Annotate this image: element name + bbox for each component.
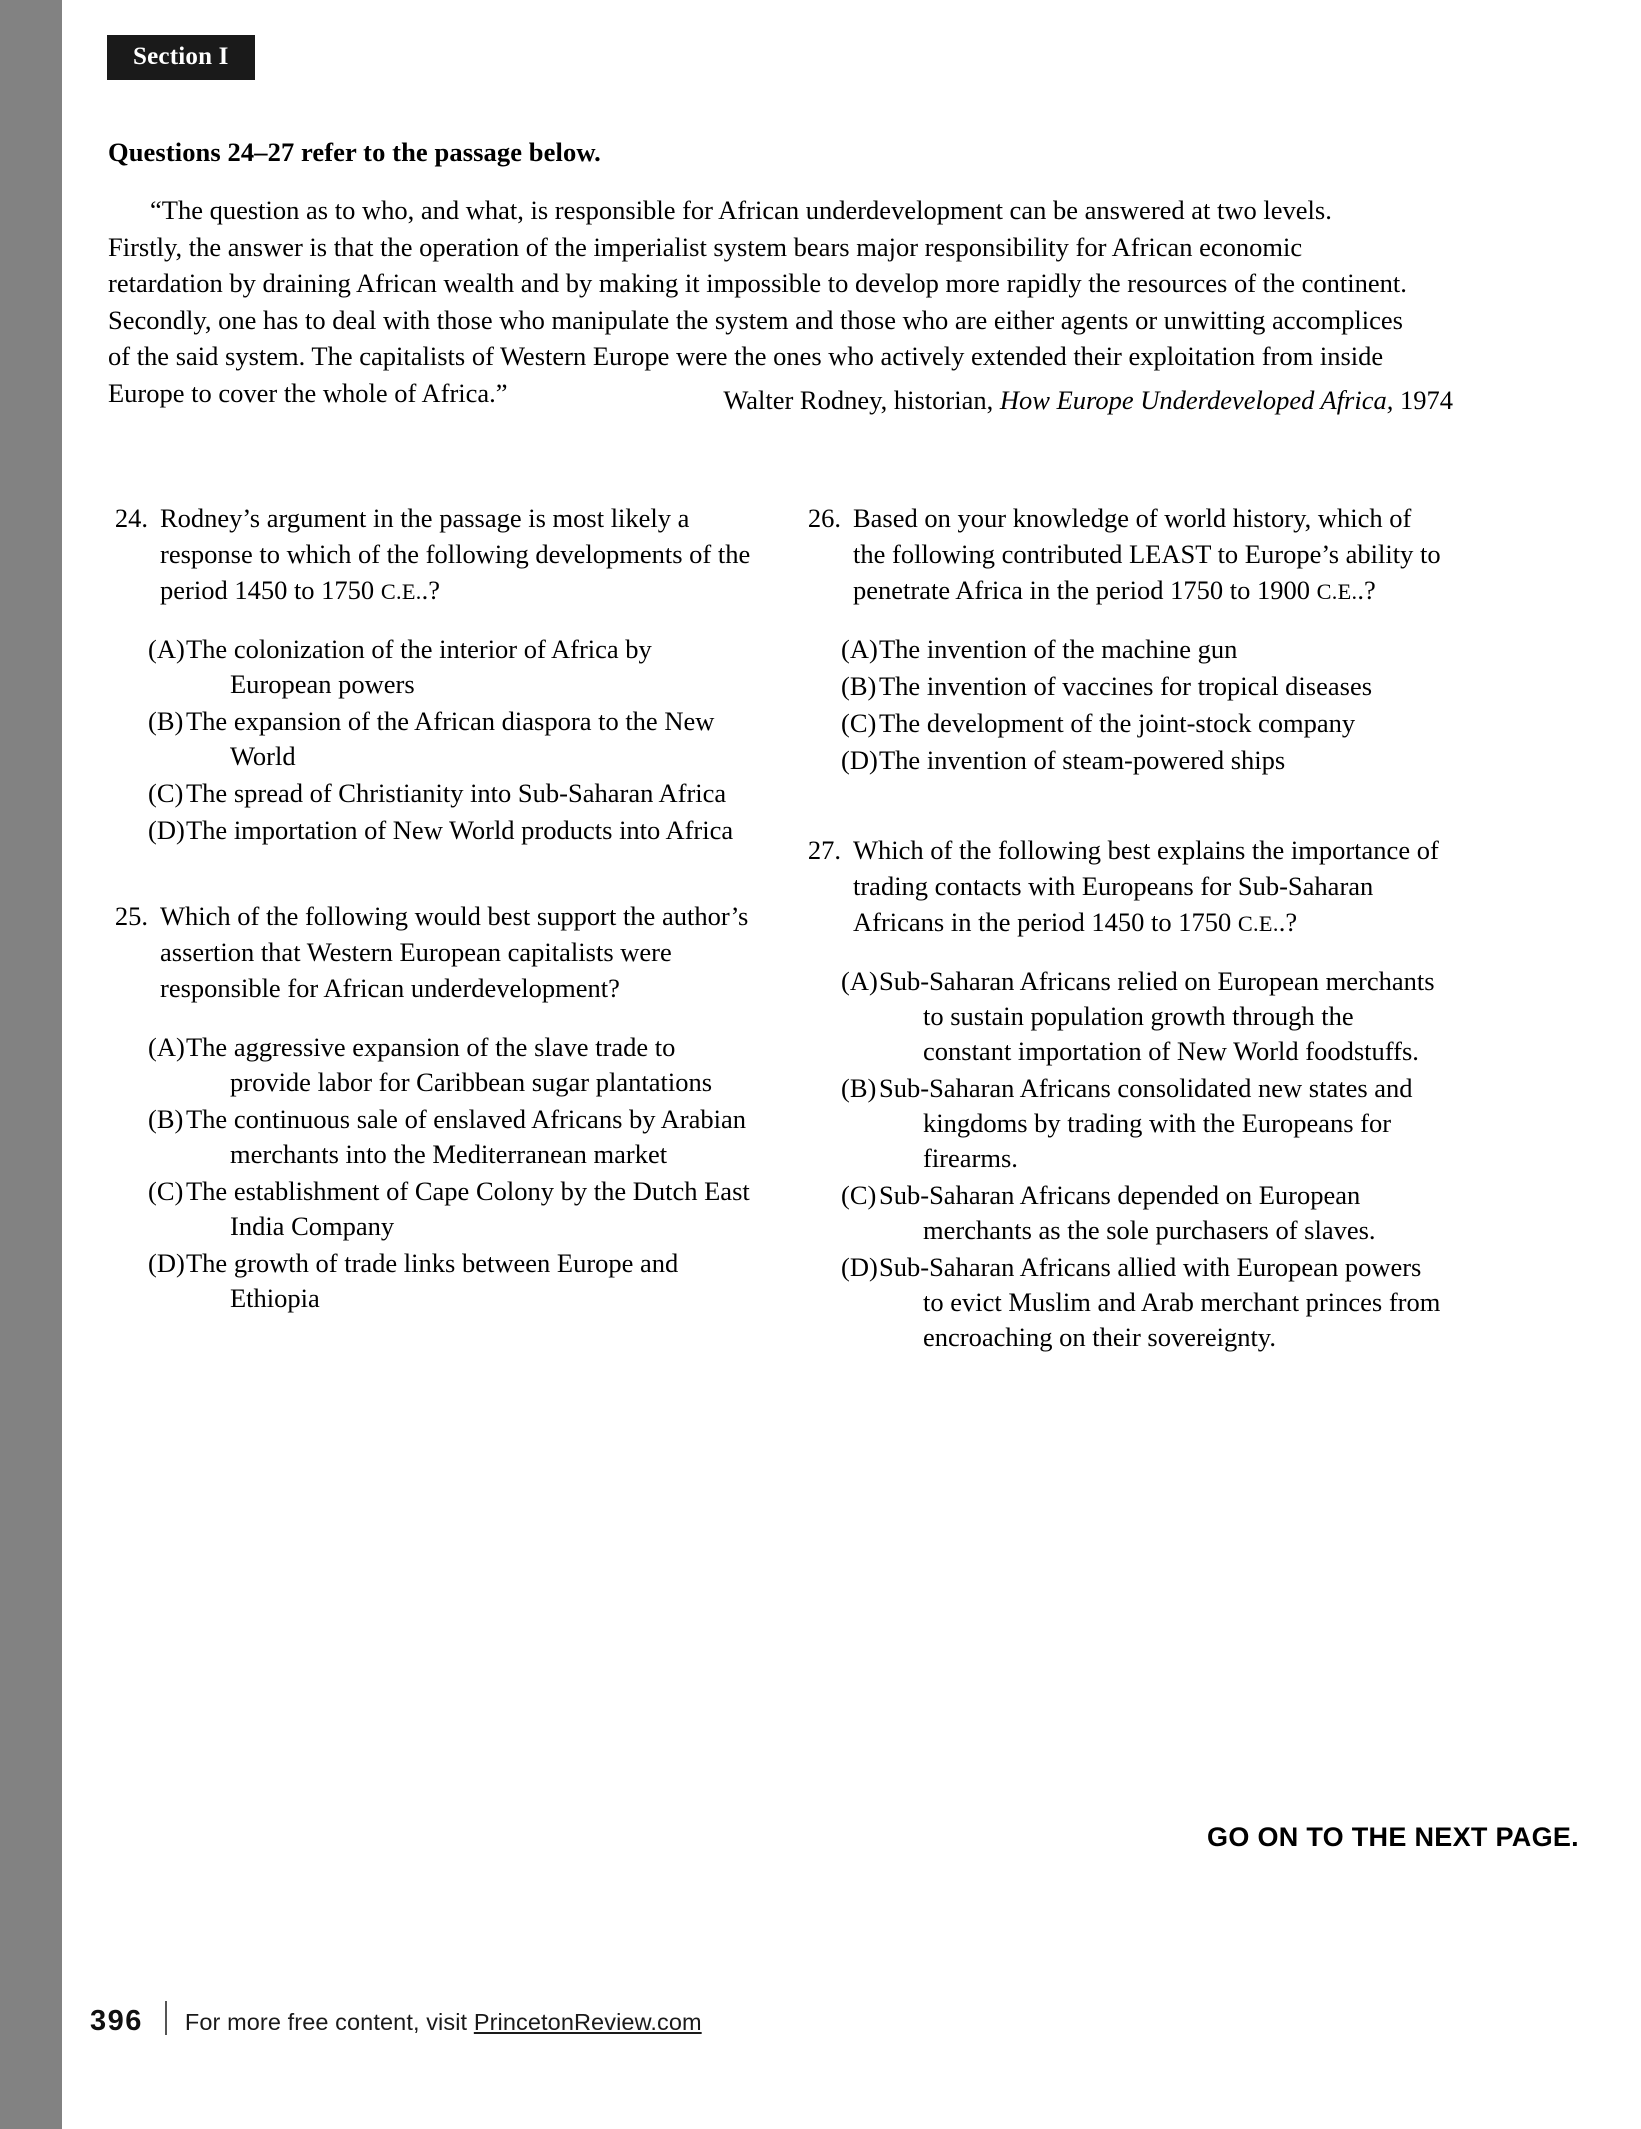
page-footer	[90, 1996, 702, 2038]
answer-choices	[114, 632, 754, 848]
question-stem	[114, 500, 754, 610]
choice-letter: (B)	[148, 706, 184, 736]
answer-choice[interactable]	[114, 1102, 754, 1172]
answer-choice[interactable]	[807, 743, 1447, 778]
answer-choices	[114, 1030, 754, 1316]
question-stem	[807, 500, 1447, 610]
question-text	[853, 832, 1447, 942]
footer-text	[185, 2009, 702, 2036]
footer-divider	[165, 2001, 167, 2035]
attribution-work-title: How Europe Underdeveloped Africa,	[999, 385, 1394, 415]
answer-choices	[807, 964, 1447, 1355]
passage-text: “The question as to who, and what, is responsible for African underdevelopment can be answered at two levels. Firstly, the answer is that the operation of the imperialist system bears major responsibility for African economic retardation by draining African wealth and by making it impossible to develop more rapidly the resources of the continent. Secondly, one has to deal with those who manipulate the system and those who are either agents or unwitting accomplices of the said system. The capitalists of Western Europe were the ones who actively extended their exploitation from inside Europe to cover the whole of Africa.”	[108, 195, 1407, 408]
answer-choice[interactable]	[114, 1246, 754, 1316]
right-column	[807, 500, 1447, 1385]
choice-letter: (C)	[148, 1176, 184, 1206]
question-26	[807, 500, 1447, 778]
answer-choices	[807, 632, 1447, 778]
stem-era-smallcaps: C.E.	[1237, 911, 1279, 936]
choice-text: The invention of the machine gun	[879, 634, 1238, 664]
choice-text: The invention of steam-powered ships	[879, 745, 1286, 775]
question-24	[114, 500, 754, 848]
choice-letter: (B)	[148, 1104, 184, 1134]
choice-text: The expansion of the African diaspora to the New World	[186, 706, 715, 771]
question-stem	[807, 832, 1447, 942]
answer-choice[interactable]	[807, 1071, 1447, 1176]
choice-text: The growth of trade links between Europe and Ethiopia	[186, 1248, 679, 1313]
stem-tail: .?	[1357, 575, 1376, 605]
choice-letter: (C)	[841, 708, 877, 738]
question-columns	[62, 500, 1641, 1700]
choice-text: Sub-Saharan Africans depended on European merchants as the sole purchasers of slaves.	[879, 1180, 1376, 1245]
page-content	[62, 0, 1641, 2129]
choice-text: The development of the joint-stock company	[879, 708, 1356, 738]
choice-letter: (A)	[148, 1032, 185, 1062]
answer-choice[interactable]	[807, 964, 1447, 1069]
choice-letter: (B)	[841, 671, 877, 701]
footer-text-label: For more free content, visit	[184, 2009, 474, 2035]
passage-attribution	[108, 382, 1453, 418]
choice-letter: (D)	[841, 1252, 878, 1282]
stem-era-smallcaps: C.E.	[1316, 579, 1358, 604]
question-number: 24.	[114, 503, 148, 533]
answer-choice[interactable]	[807, 1178, 1447, 1248]
choice-letter: (D)	[148, 1248, 185, 1278]
answer-choice[interactable]	[807, 632, 1447, 667]
choice-text: The establishment of Cape Colony by the Dutch East India Company	[186, 1176, 750, 1241]
choice-letter: (C)	[148, 778, 184, 808]
choice-text: The importation of New World products into Africa	[186, 815, 734, 845]
choice-letter: (A)	[841, 966, 878, 996]
answer-choice[interactable]	[114, 632, 754, 702]
page-number: 396	[90, 2005, 143, 2037]
question-27	[807, 832, 1447, 1355]
stem-era-smallcaps: C.E.	[380, 579, 422, 604]
choice-letter: (B)	[841, 1073, 877, 1103]
attribution-author: Walter Rodney, historian,	[723, 385, 994, 415]
answer-choice[interactable]	[114, 1030, 754, 1100]
question-stem	[114, 898, 754, 1008]
choice-letter: (A)	[148, 634, 185, 664]
choice-text: Sub-Saharan Africans consolidated new states and kingdoms by trading with the Europeans for firearms.	[879, 1073, 1413, 1173]
choice-text: The spread of Christianity into Sub-Saharan Africa	[186, 778, 727, 808]
question-25	[114, 898, 754, 1316]
go-on-notice: GO ON TO THE NEXT PAGE.	[1207, 1822, 1579, 1852]
choice-letter: (C)	[841, 1180, 877, 1210]
stem-main: Which of the following best explains the importance of trading contacts with Europeans for Sub-Saharan Africans in the period 1450 to 1750	[853, 835, 1439, 937]
section-tab: Section I	[107, 35, 255, 80]
stem-tail: .?	[1278, 907, 1298, 937]
answer-choice[interactable]	[114, 1174, 754, 1244]
question-text	[160, 898, 754, 1008]
choice-text: The continuous sale of enslaved Africans by Arabian merchants into the Mediterranean market	[186, 1104, 747, 1169]
stem-tail: .?	[421, 575, 440, 605]
left-column	[114, 500, 754, 1346]
question-number: 25.	[114, 901, 148, 931]
choice-text: The aggressive expansion of the slave trade to provide labor for Caribbean sugar plantations	[186, 1032, 713, 1097]
attribution-year: 1974	[1400, 385, 1453, 415]
footer-link[interactable]: PrincetonReview.com	[473, 2009, 702, 2035]
question-text	[160, 500, 754, 610]
stem-main: Which of the following would best support the author’s assertion that Western European capitalists were responsible for African underdevelopment?	[160, 901, 749, 1003]
answer-choice[interactable]	[114, 776, 754, 811]
answer-choice[interactable]	[807, 1250, 1447, 1355]
choice-letter: (D)	[841, 745, 878, 775]
answer-choice[interactable]	[114, 813, 754, 848]
question-number: 27.	[807, 835, 841, 865]
choice-text: Sub-Saharan Africans allied with European powers to evict Muslim and Arab merchant princes from encroaching on their sovereignty.	[879, 1252, 1441, 1352]
choice-text: The colonization of the interior of Africa by European powers	[186, 634, 652, 699]
choice-letter: (D)	[148, 815, 185, 845]
question-text	[853, 500, 1447, 610]
choice-text: Sub-Saharan Africans relied on European merchants to sustain population growth through the constant importation of New World foodstuffs.	[879, 966, 1435, 1066]
answer-choice[interactable]	[114, 704, 754, 774]
answer-choice[interactable]	[807, 669, 1447, 704]
answer-choice[interactable]	[807, 706, 1447, 741]
choice-text: The invention of vaccines for tropical diseases	[879, 671, 1373, 701]
stem-main: Rodney’s argument in the passage is most likely a response to which of the following developments of the period 1450 to 1750	[160, 503, 751, 605]
stem-main: Based on your knowledge of world history, which of the following contributed LEAST to Europe’s ability to penetrate Africa in the period 1750 to 1900	[853, 503, 1441, 605]
choice-letter: (A)	[841, 634, 878, 664]
question-number: 26.	[807, 503, 841, 533]
left-margin-bar	[0, 0, 62, 2129]
questions-heading: Questions 24–27 refer to the passage below.	[108, 137, 601, 167]
